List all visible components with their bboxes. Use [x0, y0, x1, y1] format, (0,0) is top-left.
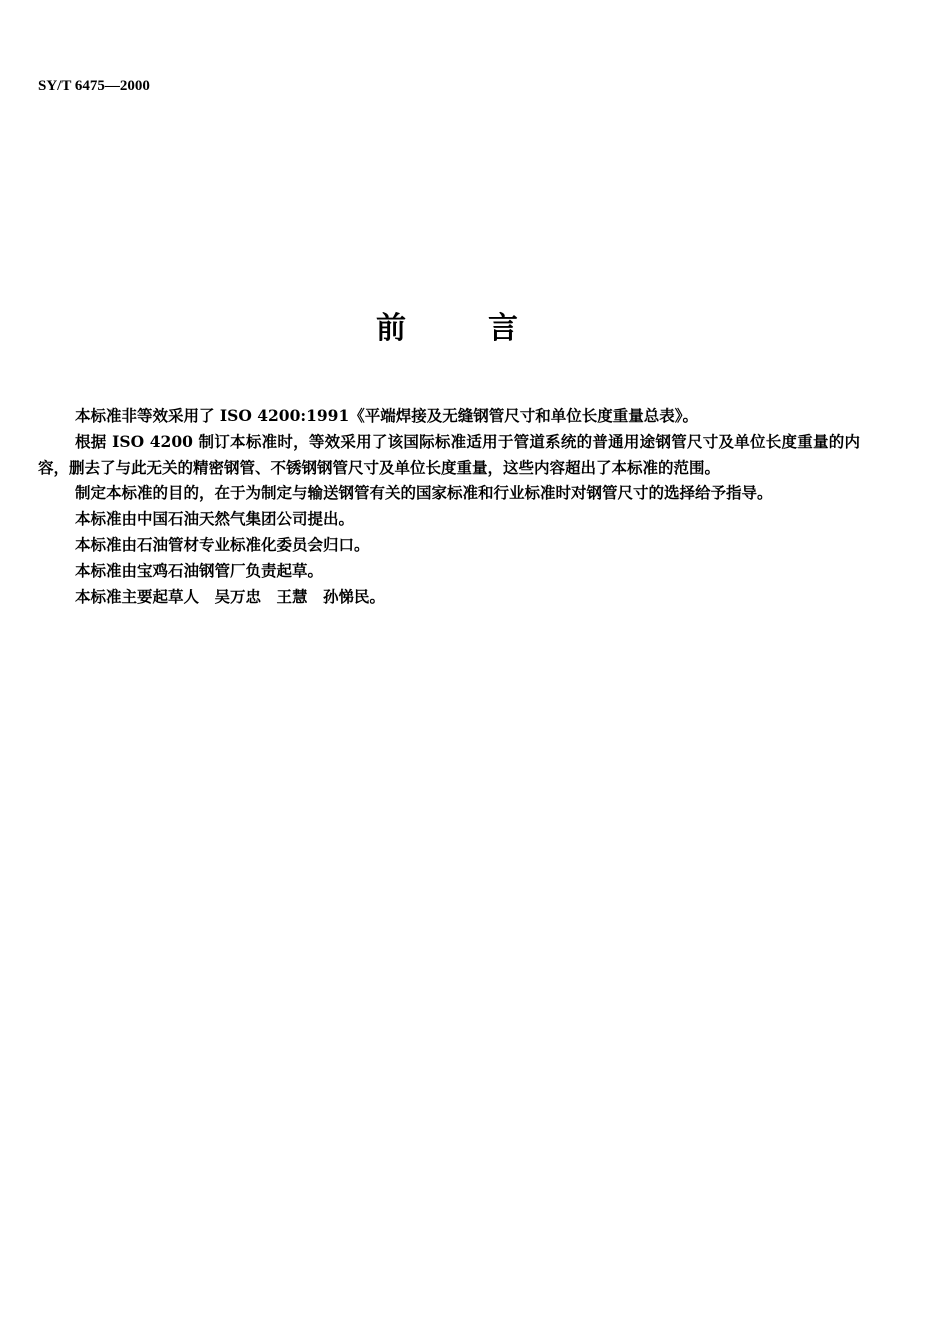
- paragraph-proposer: 本标准由中国石油天然气集团公司提出。: [75, 509, 355, 529]
- paragraph-drafters: 本标准主要起草人 吴万忠 王慧 孙悌民。: [75, 586, 386, 606]
- paragraph-scope: 根据 ISO 4200 制订本标准时，等效采用了该国际标准适用于管道系统的普通用途钢管尺寸及单位长度重量的内容，删去了与此无关的精密钢管、不锈钢钢管尺寸及单位长度重量，这些内容超出了本标准的范围。: [38, 431, 860, 477]
- title-char-1: 前: [376, 311, 406, 346]
- foreword-body: [38, 403, 860, 609]
- paragraph-drafting-unit: 本标准由宝鸡石油钢管厂负责起草。: [75, 560, 324, 580]
- paragraph-committee: 本标准由石油管材专业标准化委员会归口。: [75, 534, 370, 554]
- title-char-2: 言: [488, 311, 518, 346]
- paragraph-adoption: 本标准非等效采用了 ISO 4200:1991《平端焊接及无缝钢管尺寸和单位长度重量总表》。: [75, 406, 698, 425]
- standard-number: SY/T 6475—2000: [38, 78, 150, 94]
- page-title: [0, 303, 922, 347]
- paragraph-purpose: 制定本标准的目的，在于为制定与输送钢管有关的国家标准和行业标准时对钢管尺寸的选择给予指导。: [75, 483, 773, 503]
